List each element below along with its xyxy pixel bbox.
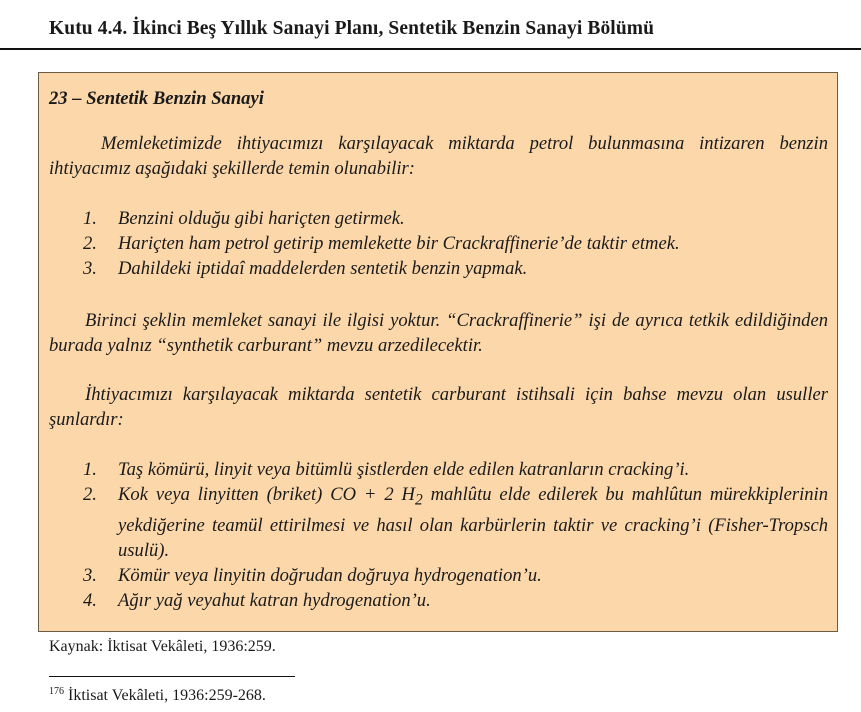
formula-text: Kok veya linyitten (briket) CO + 2 H [118,484,415,505]
list-item-text [118,484,828,561]
list-item-text: Kömür veya linyitin doğrudan doğruya hydrogenation’u. [118,564,542,586]
formula-subscript: 2 [414,491,423,509]
footnote-marker: 176 [49,686,64,697]
third-paragraph: İhtiyacımızı karşılayacak miktarda sentetik carburant istihsali için bahse mevzu olan usuller şunlardır: [49,384,828,430]
list-item-text: Taş kömürü, linyit veya bitümlü şistlerden elde edilen katranların cracking’i. [118,459,690,480]
footnote-text: İktisat Vekâleti, 1936:259-268. [68,687,266,704]
quote-box [38,72,838,632]
list-number: 2. [83,233,97,254]
footnote [49,686,266,705]
options-list [49,206,828,281]
second-paragraph: Birinci şeklin memleket sanayi ile ilgisi yoktur. “Crackraffinerie” işi de ayrıca tetkik edildiğinden burada yalnız “synthetik carburant” mevzu arzedilecektir. [49,310,828,356]
list-item [49,588,828,613]
list-number: 2. [83,484,97,505]
list-item-text: Ağır yağ veyahut katran hydrogenation’u. [118,589,431,611]
list-item [49,256,828,281]
list-item-text: Benzini olduğu gibi hariçten getirmek. [118,208,405,229]
list-item [49,231,828,256]
list-number: 4. [83,589,97,611]
list-number: 1. [83,208,97,229]
list-item-text-continued: mahlûtu elde edilerek bu mahlûtun mürekkiplerinin yekdiğerine teamül ettirilmesi ve hasıl olan karbürlerin taktir ve cracking’i (Fisher-Tropsch usulü). [118,484,828,561]
methods-list [49,457,828,613]
list-item-text: Hariçten ham petrol getirip memlekette bir Crackraffinerie’de taktir etmek. [118,233,680,254]
title-rule [0,48,861,50]
list-item [49,482,828,563]
box-title: Kutu 4.4. İkinci Beş Yıllık Sanayi Planı, Sentetik Benzin Sanayi Bölümü [49,18,655,39]
list-item [49,206,828,231]
section-heading: 23 – Sentetik Benzin Sanayi [49,88,264,109]
list-item [49,563,828,588]
footnote-rule [49,676,295,677]
list-number: 3. [83,564,97,586]
list-item [49,457,828,482]
list-number: 1. [83,459,97,480]
source-line: Kaynak: İktisat Vekâleti, 1936:259. [49,638,276,655]
list-number: 3. [83,258,97,279]
list-item-text: Dahildeki iptidaî maddelerden sentetik benzin yapmak. [118,258,528,279]
intro-paragraph: Memleketimizde ihtiyacımızı karşılayacak miktarda petrol bulunmasına intizaren benzin ihtiyacımız aşağıdaki şekillerde temin olunabilir: [49,133,828,179]
